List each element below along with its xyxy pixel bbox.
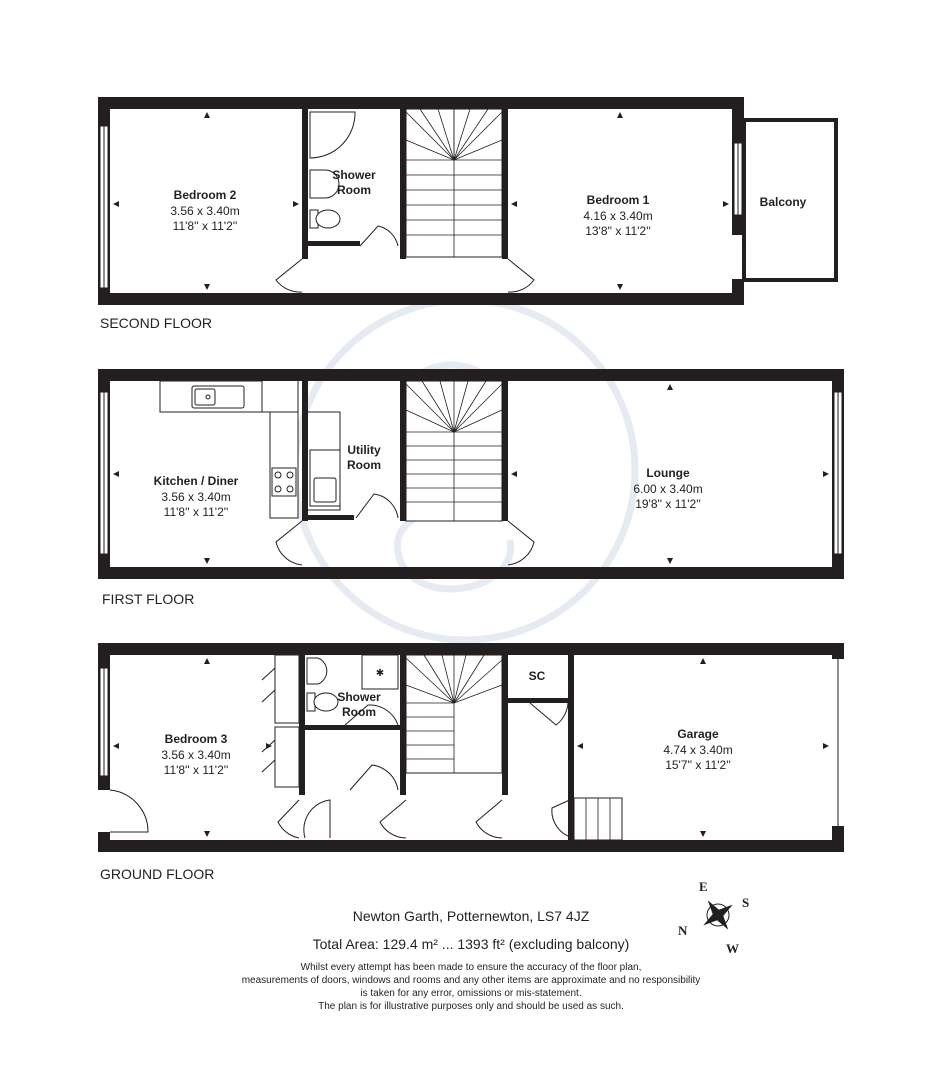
room-size-imperial: 15'7'' x 11'2'': [665, 758, 731, 772]
room-name: Room: [347, 458, 381, 472]
room-size-imperial: 11'8'' x 11'2'': [172, 219, 238, 233]
room-size-imperial: 11'8'' x 11'2'': [163, 505, 229, 519]
disclaimer-line-1: Whilst every attempt has been made to ensure the accuracy of the floor plan,: [300, 962, 642, 973]
room-size-metric: 3.56 x 3.40m: [161, 490, 231, 504]
disclaimer-line-2: measurements of doors, windows and rooms and any other items are approximate and no responsibility: [241, 975, 701, 986]
room-size-metric: 6.00 x 3.40m: [633, 482, 703, 496]
compass-s: S: [742, 895, 750, 910]
room-size-metric: 3.56 x 3.40m: [170, 204, 240, 218]
room-size-metric: 4.16 x 3.40m: [583, 209, 653, 223]
room-name: Balcony: [759, 195, 807, 209]
compass-n: N: [678, 923, 688, 938]
room-name: Shower: [332, 168, 376, 182]
staircase-second: [406, 109, 502, 257]
room-name: Room: [342, 705, 376, 719]
staircase-ground: [406, 655, 502, 773]
room-size-imperial: 11'8'' x 11'2'': [163, 763, 229, 777]
floor-label-ground: GROUND FLOOR: [100, 866, 215, 882]
compass-w: W: [726, 941, 739, 956]
room-name: Kitchen / Diner: [153, 474, 239, 488]
room-name: Shower: [337, 690, 381, 704]
room-name: Bedroom 2: [173, 188, 237, 202]
room-name: Utility: [347, 443, 381, 457]
room-name: Garage: [677, 727, 719, 741]
staircase-first: [406, 381, 502, 521]
property-address: Newton Garth, Potternewton, LS7 4JZ: [352, 908, 590, 924]
floor-label-first: FIRST FLOOR: [102, 591, 195, 607]
compass-e: E: [699, 879, 708, 894]
room-name: Bedroom 1: [586, 193, 650, 207]
room-size-imperial: 13'8'' x 11'2'': [585, 224, 651, 238]
room-size-metric: 3.56 x 3.40m: [161, 748, 231, 762]
room-size-imperial: 19'8'' x 11'2'': [635, 497, 701, 511]
room-name: Room: [337, 183, 371, 197]
room-name: SC: [528, 669, 546, 683]
room-name: Bedroom 3: [164, 732, 228, 746]
floor-label-second: SECOND FLOOR: [100, 315, 213, 331]
disclaimer-line-3: is taken for any error, omissions or mis-statement.: [360, 988, 582, 999]
total-area: Total Area: 129.4 m² ... 1393 ft² (excluding balcony): [312, 936, 630, 952]
room-size-metric: 4.74 x 3.40m: [663, 743, 733, 757]
room-name: Lounge: [646, 466, 690, 480]
svg-text:✱: ✱: [375, 668, 385, 679]
disclaimer-line-4: The plan is for illustrative purposes only and should be used as such.: [318, 1001, 624, 1012]
